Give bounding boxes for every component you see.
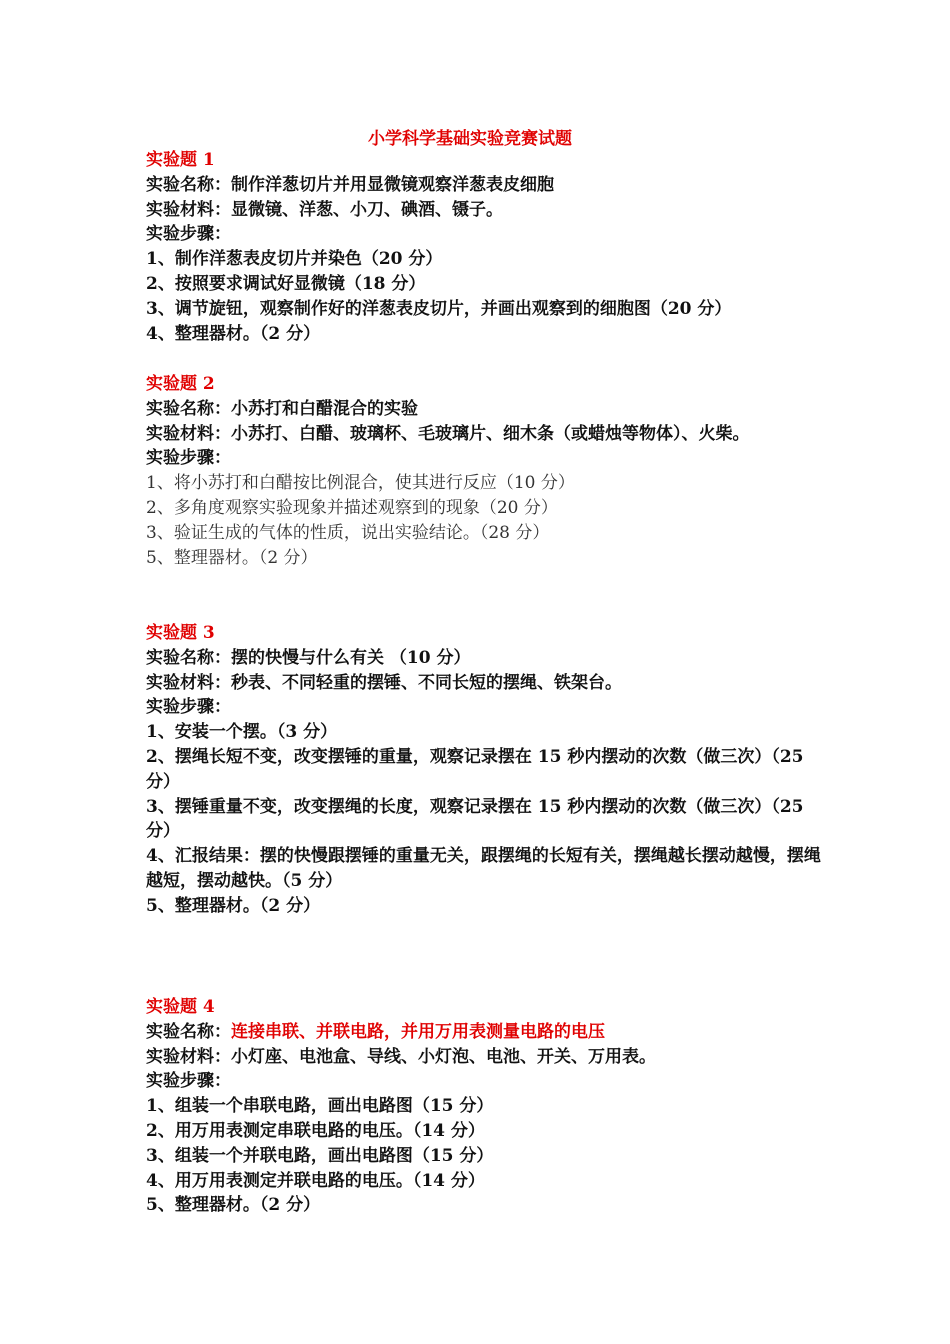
step-item: 2、用万用表测定串联电路的电压。（14 分） [146,1120,485,1141]
experiment-materials: 实验材料：显微镜、洋葱、小刀、碘酒、镊子。 [146,199,503,220]
document-title: 小学科学基础实验竞赛试题 [368,129,572,149]
step-item: 2、多角度观察实验现象并描述观察到的现象（20 分） [146,497,558,518]
experiment-name: 实验名称：制作洋葱切片并用显微镜观察洋葱表皮细胞 [146,174,554,195]
experiment-heading: 实验题 2 [146,374,215,394]
step-item: 2、按照要求调试好显微镜（18 分） [146,273,426,294]
steps-label: 实验步骤： [146,697,231,718]
step-item: 5、整理器材。（2 分） [146,547,318,568]
experiment-materials: 实验材料：秒表、不同轻重的摆锤、不同长短的摆绳、铁架台。 [146,672,622,693]
step-item: 3、组装一个并联电路，画出电路图（15 分） [146,1145,494,1166]
experiment-name: 实验名称：摆的快慢与什么有关 （10 分） [146,647,471,668]
experiment-heading: 实验题 1 [146,150,215,170]
steps-label: 实验步骤： [146,224,231,245]
step-item: 3、调节旋钮，观察制作好的洋葱表皮切片，并画出观察到的细胞图（20 分） [146,298,732,319]
step-item: 3、验证生成的气体的性质，说出实验结论。（28 分） [146,522,550,543]
step-item: 1、组装一个串联电路，画出电路图（15 分） [146,1096,494,1117]
experiment-4 [146,995,826,1218]
step-item: 5、整理器材。（2 分） [146,895,321,916]
experiment-3 [146,621,826,919]
experiment-1 [146,148,826,346]
experiment-name: 实验名称：连接串联、并联电路，并用万用表测量电路的电压 [146,1021,605,1042]
experiment-2 [146,372,826,570]
steps-label: 实验步骤： [146,1071,231,1092]
experiment-materials: 实验材料：小苏打、白醋、玻璃杯、毛玻璃片、细木条（或蜡烛等物体）、火柴。 [146,423,750,444]
step-item: 1、将小苏打和白醋按比例混合，使其进行反应（10 分） [146,473,575,494]
experiment-name: 实验名称：小苏打和白醋混合的实验 [146,398,418,419]
step-item: 4、用万用表测定并联电路的电压。（14 分） [146,1170,485,1191]
step-item: 4、整理器材。（2 分） [146,323,321,344]
step-item: 3、摆锤重量不变，改变摆绳的长度，观察记录摆在 15 秒内摆动的次数（做三次）（25 分） [146,796,804,842]
experiment-heading: 实验题 4 [146,997,215,1017]
step-item: 2、摆绳长短不变，改变摆锤的重量，观察记录摆在 15 秒内摆动的次数（做三次）（25 分） [146,746,804,792]
step-item: 4、汇报结果：摆的快慢跟摆锤的重量无关，跟摆绳的长短有关，摆绳越长摆动越慢，摆绳越短，摆动越快。（5 分） [146,846,821,891]
step-item: 1、安装一个摆。（3 分） [146,722,338,743]
experiment-heading: 实验题 3 [146,623,215,643]
experiment-materials: 实验材料：小灯座、电池盒、导线、小灯泡、电池、开关、万用表。 [146,1046,656,1067]
steps-label: 实验步骤： [146,448,231,469]
step-item: 1、制作洋葱表皮切片并染色（20 分） [146,249,443,270]
step-item: 5、整理器材。（2 分） [146,1195,321,1216]
